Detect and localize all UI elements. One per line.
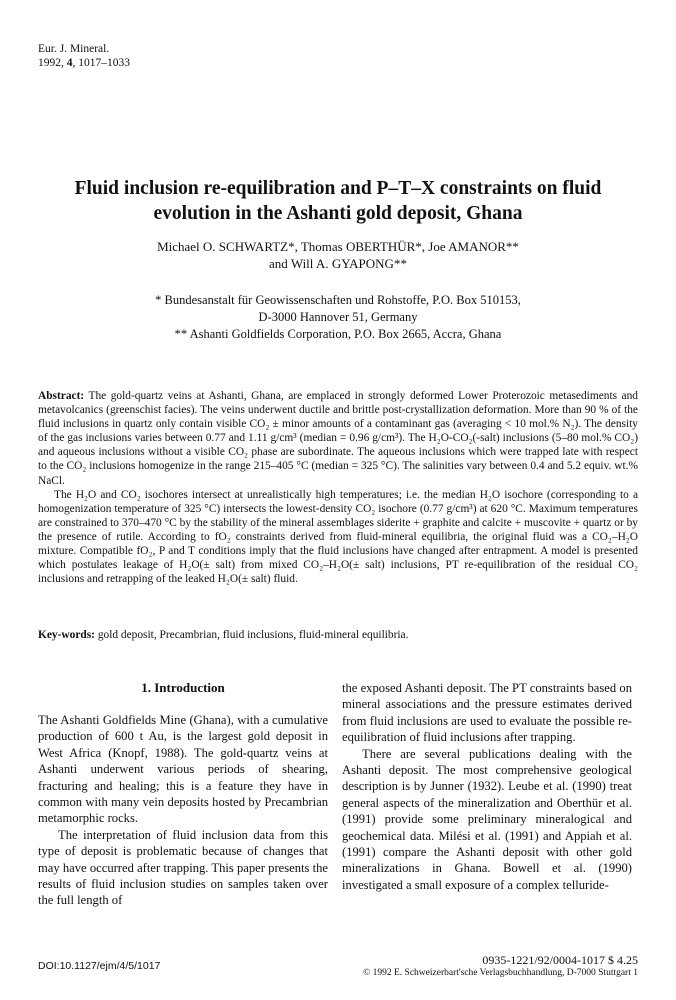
abstract-label: Abstract:: [38, 390, 85, 402]
right-column: [342, 680, 632, 893]
citation-year: 1992,: [38, 57, 67, 69]
intro-paragraph-3: the exposed Ashanti deposit. The PT constraints based on mineral associations and the pressure estimates derived from fluid inclusions are used to evaluate the possible re-equilibration of fluid inclusions after trapping.: [342, 681, 632, 745]
author-list: [40, 238, 636, 272]
affiliations: [40, 292, 636, 343]
doi: DOI:10.1127/ejm/4/5/1017: [38, 960, 161, 972]
intro-paragraph-2: The interpretation of fluid inclusion data from this type of deposit is problematic because of changes that may have occurred after trapping. This paper presents the results of fluid inclusion studies on samples taken over the full length of: [38, 827, 328, 908]
author-line-2: and Will A. GYAPONG**: [269, 256, 407, 271]
keywords-label: Key-words:: [38, 629, 95, 641]
left-column: [38, 680, 328, 909]
article-code: 0935-1221/92/0004-1017 $ 4.25: [482, 953, 638, 967]
abstract-paragraph-1: [38, 389, 638, 488]
intro-paragraph-1: The Ashanti Goldfields Mine (Ghana), with a cumulative production of 600 t Au, is the largest gold deposit in West Africa (Knopf, 1988). The gold-quartz veins at Ashanti underwent various periods of shearing, fracturing and healing; this is a feature they have in common with many vein deposits hosted by Precambrian metamorphic rocks.: [38, 713, 328, 826]
affiliation-line: ** Ashanti Goldfields Corporation, P.O. Box 2665, Accra, Ghana: [174, 327, 502, 341]
journal-header: [38, 42, 130, 70]
keywords-text: gold deposit, Precambrian, fluid inclusions, fluid-mineral equilibria.: [97, 629, 409, 641]
intro-paragraph-4: There are several publications dealing with the Ashanti deposit. The most comprehensive geological description is by Junner (1932). Leube et al. (1990) treat general aspects of the mineralization and Oberthür et al. (1991) provide some preliminary mineralogical and geochemical data. Milési et al. (1991) and Appiah et al. (1991) compare the Ashanti deposit with other gold mineralizations in Ghana. Bowell et al. (1990) investigated a small exposure of a complex telluride-: [342, 746, 632, 892]
abstract-text-1: The gold-quartz veins at Ashanti, Ghana, are emplaced in strongly deformed Lower Proterozoic metasediments and metavolcanics (greenschist facies). The veins underwent ductile and brittle post-crystallization deformation. More than 90 % of the fluid inclusions in quartz only contain visible CO₂ ± minor amounts of a contaminant gas (averaging < 10 mol.% N₂). The density of the gas inclusions varies between 0.77 and 1.11 g/cm³ (median = 0.96 g/cm³). The H₂O-CO₂(-salt) inclusions (5–80 mol.% CO₂) and aqueous inclusions without a visible CO₂ phase are subordinate. The aqueous inclusions which were trapped late with respect to the CO₂ inclusions homogenize in the range 215–405 °C (median = 325 °C). The salinities vary between 0.4 and 5.2 equiv. wt.% NaCl.: [38, 390, 638, 487]
keywords: [38, 628, 638, 642]
abstract-paragraph-2: The H₂O and CO₂ isochores intersect at unrealistically high temperatures; i.e. the median H₂O isochore (corresponding to a homogenization temperature of 325 °C) intersects the lowest-density CO₂ isochore (0.77 g/cm³) at 620 °C. Maximum temperatures are constrained to 370–470 °C by the stability of the mineral assemblages siderite + graphite and calcite + muscovite + quartz or by the presence of rutile. According to fO₂ constraints derived from fluid-mineral equilibria, the original fluid was a CO₂–H₂O mixture. Compatible fO₂, P and T conditions imply that the fluid inclusions have changed after entrapment. A model is presented which postulates leakage of H₂O(± salt) from mixed CO₂–H₂O(± salt) inclusions, PT re-equilibration of the residual CO₂ inclusions and retrapping of the leaked H₂O(± salt) fluid.: [38, 488, 638, 586]
author-line-1: Michael O. SCHWARTZ*, Thomas OBERTHÜR*, Joe AMANOR**: [157, 239, 519, 254]
journal-citation: [38, 56, 130, 70]
citation-pages: , 1017–1033: [72, 57, 130, 69]
footer-right: [363, 953, 638, 979]
affiliation-line: D-3000 Hannover 51, Germany: [258, 310, 418, 324]
affiliation-line: * Bundesanstalt für Geowissenschaften und Rohstoffe, P.O. Box 510153,: [155, 293, 521, 307]
paper-title: Fluid inclusion re-equilibration and P–T–X constraints on fluid evolution in the Ashanti gold deposit, Ghana: [74, 178, 602, 224]
section-heading: 1. Introduction: [141, 680, 225, 695]
copyright: © 1992 E. Schweizerbart'sche Verlagsbuchhandlung, D-7000 Stuttgart 1: [363, 968, 638, 978]
abstract: [38, 389, 638, 586]
journal-name: Eur. J. Mineral.: [38, 43, 110, 55]
citation-volume: 4: [66, 57, 73, 69]
